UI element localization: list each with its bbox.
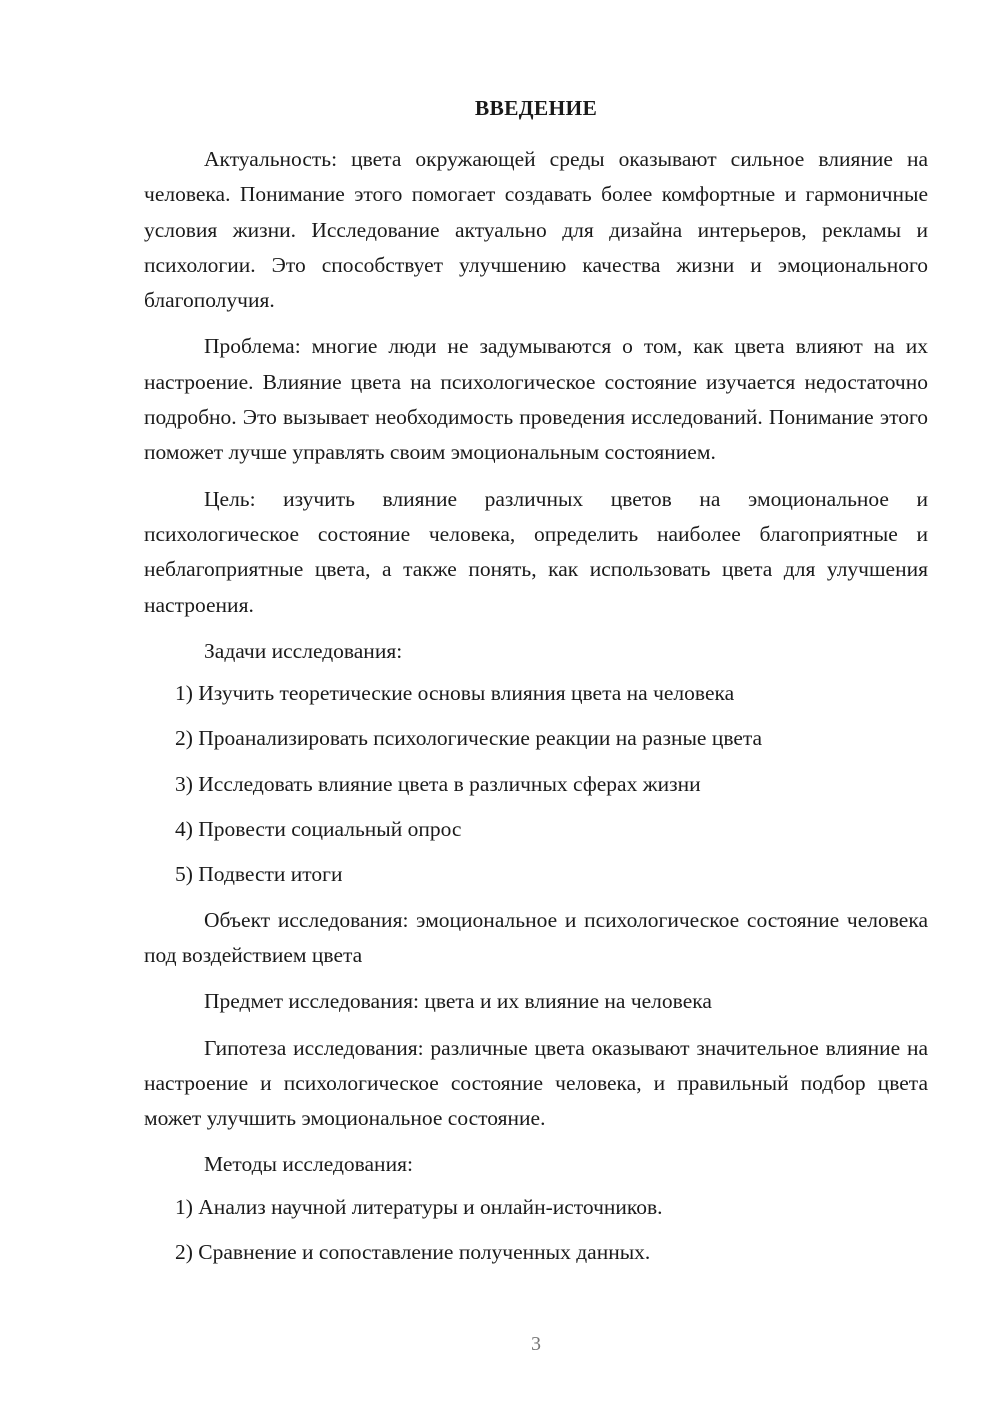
task-item: 4) Провести социальный опрос	[175, 817, 462, 842]
page-number: 3	[531, 1333, 541, 1355]
problem-paragraph: Проблема: многие люди не задумываются о том, как цвета влияют на их настроение. Влияние цвета на психологическое состояние изучается недостаточно подробно. Это вызывает необходимость проведения исследований. Понимание этого поможет лучше управлять своим эмоциональным состоянием.	[144, 334, 928, 465]
task-item: 3) Исследовать влияние цвета в различных сферах жизни	[175, 771, 701, 796]
tasks-list	[144, 676, 928, 902]
method-item: 1) Анализ научной литературы и онлайн-источников.	[175, 1194, 663, 1219]
method-item: 2) Сравнение и сопоставление полученных данных.	[175, 1240, 651, 1265]
task-item: 5) Подвести итоги	[175, 862, 343, 887]
methods-list	[144, 1190, 928, 1281]
object-paragraph: Объект исследования: эмоциональное и психологическое состояние человека под воздействием цвета	[144, 907, 928, 967]
relevance-paragraph: Актуальность: цвета окружающей среды оказывают сильное влияние на человека. Понимание этого помогает создавать более комфортные и гармоничные условия жизни. Исследование актуально для дизайна интерьеров, рекламы и психологии. Это способствует улучшению качества жизни и эмоционального благополучия.	[144, 147, 928, 313]
subject-paragraph: Предмет исследования: цвета и их влияние на человека	[204, 989, 712, 1014]
document-body	[144, 142, 928, 1280]
tasks-heading: Задачи исследования:	[204, 638, 403, 663]
hypothesis-paragraph: Гипотеза исследования: различные цвета оказывают значительное влияние на настроение и психологическое состояние человека, и правильный подбор цвета может улучшить эмоциональное состояние.	[144, 1035, 928, 1131]
methods-heading: Методы исследования:	[204, 1152, 413, 1177]
task-item: 2) Проанализировать психологические реакции на разные цвета	[175, 726, 763, 751]
section-title: ВВЕДЕНИЕ	[474, 96, 598, 120]
task-item: 1) Изучить теоретические основы влияния цвета на человека	[175, 681, 735, 706]
goal-paragraph: Цель: изучить влияние различных цветов на эмоциональное и психологическое состояние человека, определить наиболее благоприятные и неблагоприятные цвета, а также понять, как использовать цвета для улучшения настроения.	[144, 486, 928, 617]
